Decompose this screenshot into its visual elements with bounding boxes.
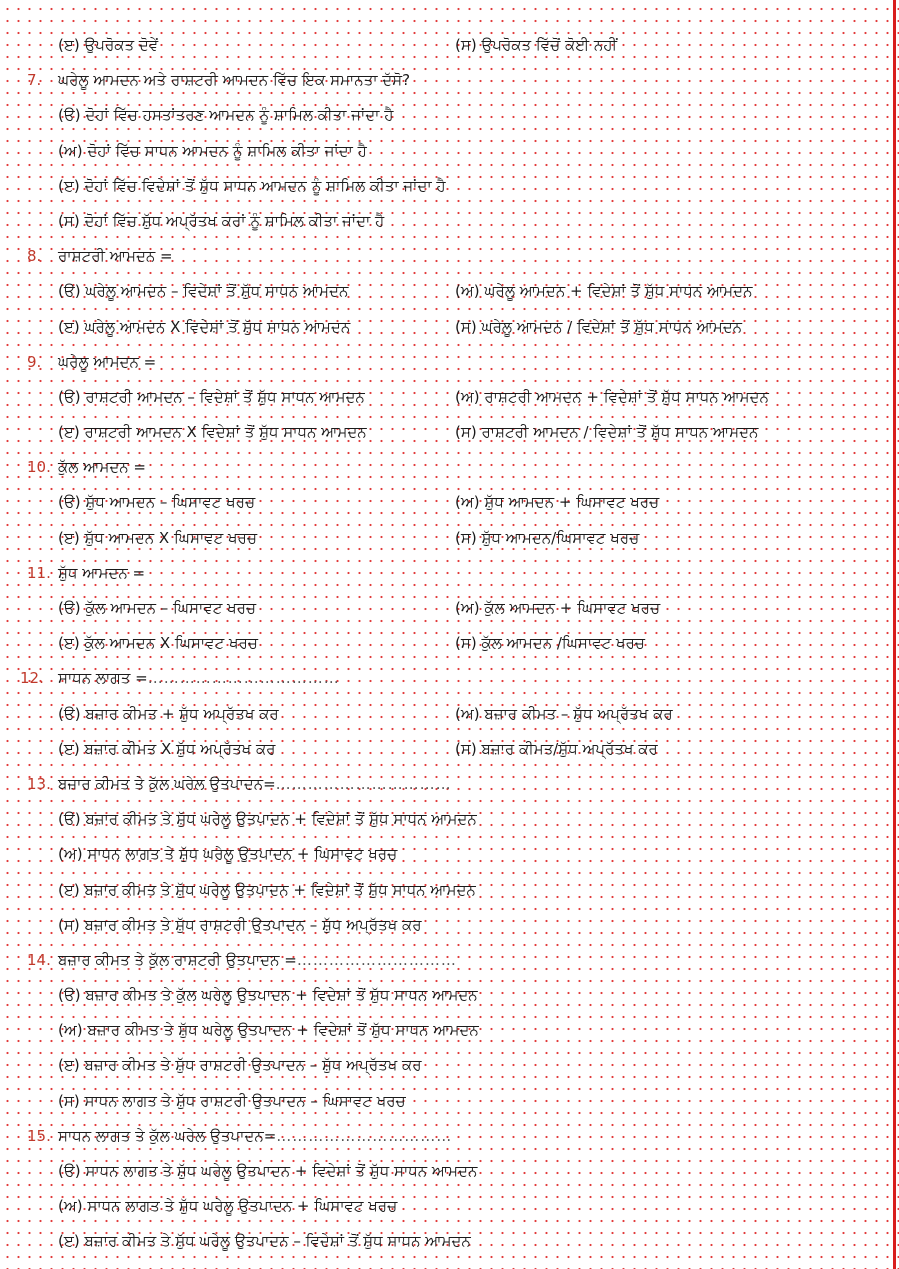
question-label: ਬਜ਼ਾਰ ਕੀਮਤ ਤੇ ਕੁੱਲ ਰਾਸ਼ਟਰੀ ਉਤਪਾਦਨ = [58,950,297,969]
question-text [58,1119,452,1154]
question-label: ਸ਼ੁੱਧ ਆਮਦਨ = [58,563,146,582]
question-text [58,450,146,485]
option-row [0,837,880,872]
option-pair-row [0,310,880,345]
option-pair-row [0,485,880,520]
question-text [58,556,145,591]
option-left: (ੳ) ਬਜ਼ਾਰ ਕੀਮਤ + ਸ਼ੁੱਧ ਅਪ੍ਰੱਤਖ ਕਰ [58,704,279,723]
option-left: (ੲ) ਉਪਰੋਕਤ ਦੋਵੇਂ [58,36,159,54]
option-right: (ਸ) ਘਰੇਲੂ ਆਮਦਨ / ਵਿਦੇਸ਼ਾਂ ਤੋਂ ਸ਼ੁੱਧ ਸਾਧਨ ਆਮਦਨ [455,317,743,336]
option-right: (ਸ) ਬਜ਼ਾਰ ਕੀਮਤ/ਸ਼ੁੱਧ ਅਪ੍ਰੱਤਖ ਕਰ [455,739,658,758]
option-text: (ੳ) ਦੋਹਾਂ ਵਿੱਚ ਹਸਤਾਂਤਰਣ ਆਮਦਨ ਨੂੰ ਸ਼ਾਮਿਲ ਕੀਤਾ ਜਾਂਦਾ ਹੈ [58,106,394,125]
option-text: (ਸ) ਬਜ਼ਾਰ ਕੀਮਤ ਤੇ ਸ਼ੁੱਧ ਰਾਸ਼ਟਰੀ ਉਤਪਾਦਨ – ਸ਼ੁੱਧ ਅਪ੍ਰੱਤਖ ਕਰ [58,915,422,934]
option-left: (ੳ) ਕੁੱਲ ਆਮਦਨ – ਘਿਸਾਵਟ ਖਰਚ [58,599,256,617]
option-row [0,1154,880,1189]
option-text: (ੲ) ਬਜ਼ਾਰ ਕੀਮਤ ਤੇ ਸ਼ੁੱਧ ਘਰੇਲੂ ਉਤਪਾਦਨ + ਵਿਦੇਸ਼ਾਂ ਤੋਂ ਸ਼ੁੱਧ ਸਾਧਨ ਆਮਦਨ [58,880,476,899]
question-list [0,28,880,1260]
answer-blank: ……………………………… [147,669,340,688]
option-row [0,873,880,908]
question-number: 14. [27,950,51,969]
answer-blank: ………………………… [296,950,457,969]
question-text [58,661,340,696]
question-number: 13. [27,774,51,793]
option-left: (ੲ) ਬਜ਼ਾਰ ਕੀਮਤ X ਸ਼ੁੱਧ ਅਪ੍ਰੱਤਖ ਕਰ [58,739,276,758]
option-left: (ੲ) ਕੁੱਲ ਆਮਦਨ X ਘਿਸਾਵਟ ਖਰਚ [58,634,258,653]
question-row [0,1119,880,1154]
option-right: (ਸ) ਉਪਰੋਕਤ ਵਿੱਚੋਂ ਕੋਈ ਨਹੀਂ [455,36,617,54]
question-text [58,239,173,274]
question-text [58,767,452,802]
option-text: (ੳ) ਸਾਧਨ ਲਾਗਤ ਤੇ ਸ਼ੁੱਧ ਘਰੇਲੂ ਉਤਪਾਦਨ + ਵਿਦੇਸ਼ਾਂ ਤੋਂ ਸ਼ੁੱਧ ਸਾਧਨ ਆਮਦਨ [58,1162,478,1180]
option-row [0,134,880,169]
option-row [0,978,880,1013]
question-row [0,661,880,696]
question-number: 15. [27,1126,51,1145]
option-text: (ੲ) ਬਜ਼ਾਰ ਕੀਮਤ ਤੇ ਸ਼ੁੱਧ ਰਾਸ਼ਟਰੀ ਉਤਪਾਦਨ – ਸ਼ੁੱਧ ਅਪ੍ਰੱਤਖ ਕਰ [58,1056,422,1075]
question-number: 12. [20,669,44,688]
question-text [58,943,457,978]
option-right: (ਅ) ਬਜ਼ਾਰ ਕੀਮਤ – ਸ਼ੁੱਧ ਅਪ੍ਰੱਤਖ ਕਰ [455,704,673,723]
answer-blank: …………………………… [276,1126,453,1145]
option-text: (ਸ) ਦੋਹਾਂ ਵਿੱਚ ਸ਼ੁੱਧ ਅਪ੍ਰੱਤਖ ਕਰਾਂ ਨੂੰ ਸ਼ਾਮਿਲ ਕੀਤਾ ਜਾਂਦਾ ਹੈ [58,211,385,230]
question-label: ਸਾਧਨ ਲਾਗਤ ਤੇ ਕੁੱਲ ਘਰੇਲ ਉਤਪਾਦਨ= [58,1126,277,1145]
option-pair-row [0,274,880,309]
question-row [0,63,880,98]
question-text [58,63,410,98]
option-text: (ੲ) ਬਜ਼ਾਰ ਕੀਮਤ ਤੇ ਸ਼ੁੱਧ ਘਰੇਲੂ ਉਤਪਾਦਨ – ਵਿਦੇਸ਼ਾਂ ਤੋਂ ਸ਼ੁੱਧ ਸਾਧਨ ਆਮਦਨ [58,1232,471,1251]
option-row [0,1189,880,1224]
question-row [0,239,880,274]
option-row [0,908,880,943]
option-right: (ਅ) ਘਰੇਲੂ ਆਮਦਨ + ਵਿਦੇਸ਼ਾਂ ਤੋਂ ਸ਼ੁੱਧ ਸਾਧਨ ਆਮਦਨ [455,282,753,301]
question-number: 7. [27,71,42,90]
question-label: ਰਾਸ਼ਟਰੀ ਆਮਦਨ = [58,247,173,266]
question-label: ਕੁੱਲ ਆਮਦਨ = [58,458,146,477]
question-row [0,556,880,591]
option-text: (ਅ) ਬਜ਼ਾਰ ਕੀਮਤ ਤੇ ਸ਼ੁੱਧ ਘਰੇਲੂ ਉਤਪਾਦਨ + ਵਿਦੇਸ਼ਾਂ ਤੋਂ ਸ਼ੁੱਧ ਸਾਧਨ ਆਮਦਨ [58,1021,479,1040]
option-pair-row [0,697,880,732]
option-left: (ੳ) ਸ਼ੁੱਧ ਆਮਦਨ – ਘਿਸਾਵਟ ਖਰਚ [58,493,256,512]
option-right: (ਅ) ਕੁੱਲ ਆਮਦਨ + ਘਿਸਾਵਟ ਖਰਚ [455,599,661,617]
option-text: (ੳ) ਬਜ਼ਾਰ ਕੀਮਤ ਤੇ ਕੁੱਲ ਘਰੇਲੂ ਉਤਪਾਦਨ + ਵਿਦੇਸ਼ਾਂ ਤੋਂ ਸ਼ੁੱਧ ਸਾਧਨ ਆਮਦਨ [58,986,478,1005]
option-right: (ਸ) ਰਾਸ਼ਟਰੀ ਆਮਦਨ / ਵਿਦੇਸ਼ਾਂ ਤੋਂ ਸ਼ੁੱਧ ਸਾਧਨ ਆਮਦਨ [455,423,759,442]
right-margin-rule [893,0,896,1269]
option-text: (ਸ) ਸਾਧਨ ਲਾਗਤ ਤੇ ਸ਼ੁੱਧ ਰਾਸ਼ਟਰੀ ਉਤਪਾਦਨ – ਘਿਸਾਵਟ ਖਰਚ [58,1091,406,1110]
option-text: (ਅ) ਦੋਹਾਂ ਵਿੱਚ ਸਾਧਨ ਆਮਦਨ ਨੂੰ ਸ਼ਾਮਿਲ ਕੀਤਾ ਜਾਂਦਾ ਹੈ [58,141,367,160]
option-right: (ਅ) ਸ਼ੁੱਧ ਆਮਦਨ + ਘਿਸਾਵਟ ਖਰਚ [455,493,660,512]
answer-blank: …………………………… [275,774,452,793]
question-label: ਘਰੇਲੂ ਆਮਦਨ = [58,352,157,371]
option-row [0,1048,880,1083]
option-pair-row [0,521,880,556]
question-row [0,345,880,380]
option-right: (ਸ) ਸ਼ੁੱਧ ਆਮਦਨ/ਘਿਸਾਵਟ ਖਰਚ [455,528,640,547]
option-left: (ੳ) ਘਰੇਲੂ ਆਮਦਨ – ਵਿਦੇਸ਼ਾਂ ਤੋਂ ਸ਼ੁੱਧ ਸਾਧਨ ਆਮਦਨ [58,282,349,301]
question-number: 10. [27,458,51,477]
option-row [0,802,880,837]
option-right: (ਸ) ਕੁੱਲ ਆਮਦਨ /ਘਿਸਾਵਟ ਖਰਚ [455,634,645,653]
option-row [0,1084,880,1119]
question-row [0,450,880,485]
option-text: (ਅ) ਸਾਧਨ ਲਾਗਤ ਤੇ ਸ਼ੁੱਧ ਘਰੇਲੂ ਉਤਪਾਦਨ + ਘਿਸਾਵਟ ਖਰਚ [58,845,398,864]
option-left: (ੲ) ਰਾਸ਼ਟਰੀ ਆਮਦਨ X ਵਿਦੇਸ਼ਾਂ ਤੋਂ ਸ਼ੁੱਧ ਸਾਧਨ ਆਮਦਨ [58,423,367,442]
option-row [0,1224,880,1259]
question-number: 11. [27,563,51,582]
question-label: ਘਰੇਲੂ ਆਮਦਨ ਅਤੇ ਰਾਸ਼ਟਰੀ ਆਮਦਨ ਵਿੱਚ ਇਕ ਸਮਾਨਤਾ ਦੱਸੋ? [58,71,411,90]
option-pair-row [0,732,880,767]
question-number: 8. [27,247,42,266]
option-pair-row [0,626,880,661]
option-left: (ੲ) ਘਰੇਲੂ ਆਮਦਨ X ਵਿਦੇਸ਼ਾਂ ਤੋਂ ਸ਼ੁੱਧ ਸਾਧਨ ਆਮਦਨ [58,317,351,336]
question-number: 9. [27,352,42,371]
option-row [0,1013,880,1048]
option-pair-row [0,380,880,415]
option-left: (ੲ) ਸ਼ੁੱਧ ਆਮਦਨ X ਘਿਸਾਵਟ ਖਰਚ [58,528,257,547]
option-text: (ਅ) ਸਾਧਨ ਲਾਗਤ ਤੇ ਸ਼ੁੱਧ ਘਰੇਲੂ ਉਤਪਾਦਨ + ਘਿਸਾਵਟ ਖਰਚ [58,1197,398,1216]
question-row [0,767,880,802]
option-row [0,98,880,133]
question-label: ਬਜ਼ਾਰ ਕੀਮਤ ਤੇ ਕੁੱਲ ਘਰੇਲ ਉਤਪਾਦਨ= [58,774,276,793]
option-pair-row [0,415,880,450]
option-left: (ੳ) ਰਾਸ਼ਟਰੀ ਆਮਦਨ – ਵਿਦੇਸ਼ਾਂ ਤੋਂ ਸ਼ੁੱਧ ਸਾਧਨ ਆਮਦਨ [58,387,365,406]
option-pair-row [0,28,880,63]
option-text: (ੳ) ਬਜ਼ਾਰ ਕੀਮਤ ਤੇ ਸ਼ੁੱਧ ਘਰੇਲੂ ਉਤਪਾਦਨ + ਵਿਦੇਸ਼ਾਂ ਤੋਂ ਸ਼ੁੱਧ ਸਾਧਨ ਆਮਦਨ [58,810,477,829]
option-text: (ੲ) ਦੋਹਾਂ ਵਿੱਚ ਵਿਦੇਸ਼ਾਂ ਤੋਂ ਸ਼ੁੱਧ ਸਾਧਨ ਆਮਦਨ ਨੂੰ ਸ਼ਾਮਿਲ ਕੀਤਾ ਜਾਂਦਾ ਹੈ [58,176,446,195]
question-label: ਸਾਧਨ ਲਾਗਤ = [58,669,148,688]
option-row [0,169,880,204]
question-row [0,943,880,978]
option-right: (ਅ) ਰਾਸ਼ਟਰੀ ਆਮਦਨ + ਵਿਦੇਸ਼ਾਂ ਤੋਂ ਸ਼ੁੱਧ ਸਾਧਨ ਆਮਦਨ [455,387,769,406]
option-row [0,204,880,239]
option-pair-row [0,591,880,626]
question-text [58,345,156,380]
